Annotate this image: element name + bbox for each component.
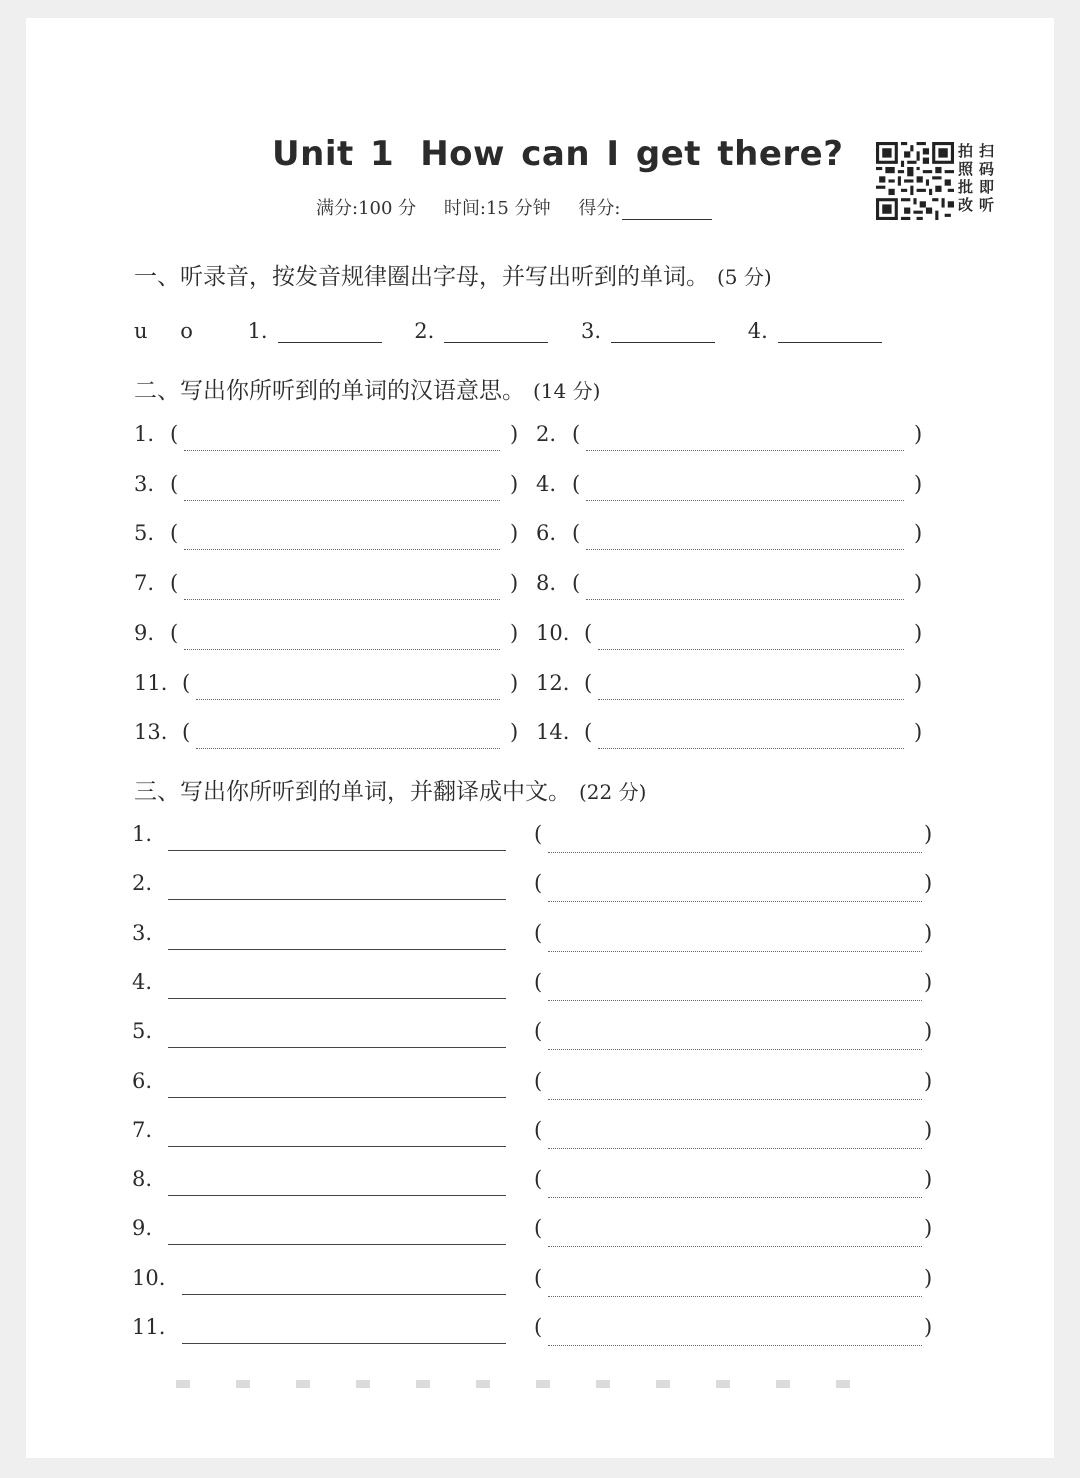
item-number: 11. xyxy=(132,1315,166,1339)
section2-heading-text: 二、写出你所听到的单词的汉语意思。 xyxy=(134,378,525,404)
close-paren: ) xyxy=(924,1265,933,1290)
answer-line[interactable] xyxy=(184,599,500,600)
section3-heading xyxy=(134,773,646,806)
section1-blank xyxy=(248,318,382,343)
word-answer-line[interactable] xyxy=(168,1244,506,1245)
section1-points: (5 分) xyxy=(717,265,772,289)
open-paren: ( xyxy=(572,521,581,546)
translation-answer-line[interactable] xyxy=(548,1246,922,1247)
section1-blank xyxy=(581,318,715,343)
answer-line[interactable] xyxy=(586,549,904,550)
item-number: 1. xyxy=(134,422,155,446)
item-number: 3. xyxy=(134,471,155,496)
translation-answer-line[interactable] xyxy=(548,1345,922,1346)
score-field[interactable] xyxy=(622,203,712,220)
item-number: 3. xyxy=(132,920,153,945)
close-paren: ) xyxy=(510,471,519,496)
close-paren: ) xyxy=(510,620,519,645)
qr-caption-char: 扫 xyxy=(979,142,995,160)
answer-line[interactable] xyxy=(778,318,882,343)
word-answer-line[interactable] xyxy=(168,998,506,999)
close-paren: ) xyxy=(924,871,933,896)
translation-answer-line[interactable] xyxy=(548,901,922,902)
section2-points: (14 分) xyxy=(533,379,601,403)
item-number: 4. xyxy=(132,969,153,994)
open-paren: ( xyxy=(170,521,179,546)
open-paren: ( xyxy=(584,720,593,745)
qr-caption-char: 听 xyxy=(979,196,995,214)
answer-line[interactable] xyxy=(598,699,904,700)
open-paren: ( xyxy=(572,571,581,596)
word-answer-line[interactable] xyxy=(182,1294,506,1295)
close-paren: ) xyxy=(914,571,923,596)
open-paren: ( xyxy=(534,1315,543,1339)
open-paren: ( xyxy=(534,1068,543,1093)
item-number: 5. xyxy=(132,1019,153,1044)
item-number: 3. xyxy=(581,319,602,343)
open-paren: ( xyxy=(584,620,593,645)
item-number: 6. xyxy=(132,1068,153,1093)
answer-line[interactable] xyxy=(184,549,500,550)
open-paren: ( xyxy=(534,1019,543,1044)
qr-caption-char: 拍 xyxy=(958,142,974,160)
answer-line[interactable] xyxy=(611,318,715,343)
close-paren: ) xyxy=(510,571,519,596)
close-paren: ) xyxy=(924,1019,933,1044)
close-paren: ) xyxy=(510,720,519,745)
full-marks: 满分:100 分 xyxy=(316,198,417,219)
open-paren: ( xyxy=(170,571,179,596)
open-paren: ( xyxy=(534,1265,543,1290)
item-number: 13. xyxy=(134,720,168,745)
close-paren: ) xyxy=(924,1216,933,1241)
section3-heading-text: 三、写出你所听到的单词，并翻译成中文。 xyxy=(134,779,571,805)
item-number: 12. xyxy=(536,670,570,695)
open-paren: ( xyxy=(534,871,543,896)
open-paren: ( xyxy=(170,471,179,496)
item-number: 1. xyxy=(247,319,268,343)
item-number: 9. xyxy=(134,620,155,645)
close-paren: ) xyxy=(914,620,923,645)
answer-line[interactable] xyxy=(196,748,500,749)
open-paren: ( xyxy=(584,670,593,695)
qr-code-icon[interactable] xyxy=(876,142,954,220)
translation-answer-line[interactable] xyxy=(548,1296,922,1297)
item-number: 10. xyxy=(536,620,570,645)
title-unit: Unit 1 xyxy=(272,134,395,174)
answer-line[interactable] xyxy=(598,748,904,749)
item-number: 7. xyxy=(134,571,155,596)
section1-blank xyxy=(414,318,548,343)
answer-line[interactable] xyxy=(586,450,904,451)
translation-answer-line[interactable] xyxy=(548,1049,922,1050)
answer-line[interactable] xyxy=(586,599,904,600)
item-number: 6. xyxy=(536,521,557,546)
word-answer-line[interactable] xyxy=(168,850,506,851)
time-limit: 时间:15 分钟 xyxy=(443,198,551,219)
word-answer-line[interactable] xyxy=(168,1146,506,1147)
word-answer-line[interactable] xyxy=(182,1343,506,1344)
answer-line[interactable] xyxy=(278,318,382,343)
close-paren: ) xyxy=(914,521,923,546)
close-paren: ) xyxy=(924,1068,933,1093)
letter-option-u[interactable]: u xyxy=(134,319,148,343)
qr-caption-char: 批 xyxy=(958,178,974,196)
item-number: 4. xyxy=(747,319,768,343)
answer-line[interactable] xyxy=(598,649,904,650)
item-number: 11. xyxy=(134,670,168,695)
qr-caption-char: 码 xyxy=(979,160,995,178)
item-number: 1. xyxy=(132,822,153,846)
item-number: 2. xyxy=(132,871,153,896)
item-number: 8. xyxy=(536,571,557,596)
qr-caption-char: 照 xyxy=(958,160,974,178)
open-paren: ( xyxy=(534,1216,543,1241)
close-paren: ) xyxy=(510,521,519,546)
title-text: How can I get there? xyxy=(420,134,844,174)
word-answer-line[interactable] xyxy=(168,949,506,950)
page-bottom-fade xyxy=(176,1380,896,1388)
answer-line[interactable] xyxy=(184,649,500,650)
answer-line[interactable] xyxy=(196,699,500,700)
item-number: 4. xyxy=(536,471,557,496)
answer-line[interactable] xyxy=(586,500,904,501)
close-paren: ) xyxy=(924,1167,933,1192)
qr-caption-char: 即 xyxy=(979,178,995,196)
open-paren: ( xyxy=(534,822,543,846)
answer-line[interactable] xyxy=(184,500,500,501)
open-paren: ( xyxy=(534,1117,543,1142)
answer-line[interactable] xyxy=(444,318,548,343)
section1-blank xyxy=(748,318,882,343)
translation-answer-line[interactable] xyxy=(548,1148,922,1149)
close-paren: ) xyxy=(510,422,519,446)
open-paren: ( xyxy=(182,670,191,695)
item-number: 8. xyxy=(132,1167,153,1192)
worksheet-page xyxy=(26,18,1054,1458)
section2-heading xyxy=(134,372,600,405)
translation-answer-line[interactable] xyxy=(548,1000,922,1001)
word-answer-line[interactable] xyxy=(168,1195,506,1196)
section3-points: (22 分) xyxy=(579,780,647,804)
open-paren: ( xyxy=(182,720,191,745)
open-paren: ( xyxy=(534,969,543,994)
section1-row xyxy=(134,318,908,343)
close-paren: ) xyxy=(914,422,923,446)
close-paren: ) xyxy=(914,471,923,496)
close-paren: ) xyxy=(914,670,923,695)
score-label: 得分: xyxy=(578,198,621,219)
word-answer-line[interactable] xyxy=(168,899,506,900)
translation-answer-line[interactable] xyxy=(548,1197,922,1198)
qr-caption xyxy=(958,142,1002,214)
open-paren: ( xyxy=(534,1167,543,1192)
word-answer-line[interactable] xyxy=(168,1097,506,1098)
item-number: 14. xyxy=(536,720,570,745)
close-paren: ) xyxy=(924,920,933,945)
answer-line[interactable] xyxy=(184,450,500,451)
translation-answer-line[interactable] xyxy=(548,951,922,952)
page-title xyxy=(272,134,844,174)
close-paren: ) xyxy=(924,1117,933,1142)
item-number: 7. xyxy=(132,1117,153,1142)
letter-option-o[interactable]: o xyxy=(180,319,193,343)
item-number: 9. xyxy=(132,1216,153,1241)
meta-line xyxy=(316,194,734,220)
close-paren: ) xyxy=(924,969,933,994)
section1-heading xyxy=(134,258,772,291)
qr-caption-char: 改 xyxy=(958,196,974,214)
close-paren: ) xyxy=(924,822,933,846)
translation-answer-line[interactable] xyxy=(548,1099,922,1100)
open-paren: ( xyxy=(572,471,581,496)
open-paren: ( xyxy=(170,620,179,645)
item-number: 2. xyxy=(536,422,557,446)
word-answer-line[interactable] xyxy=(168,1047,506,1048)
open-paren: ( xyxy=(170,422,179,446)
close-paren: ) xyxy=(924,1315,933,1339)
item-number: 10. xyxy=(132,1265,166,1290)
open-paren: ( xyxy=(572,422,581,446)
item-number: 2. xyxy=(414,319,435,343)
section1-heading-text: 一、听录音，按发音规律圈出字母，并写出听到的单词。 xyxy=(134,264,709,290)
close-paren: ) xyxy=(510,670,519,695)
open-paren: ( xyxy=(534,920,543,945)
translation-answer-line[interactable] xyxy=(548,852,922,853)
close-paren: ) xyxy=(914,720,923,745)
item-number: 5. xyxy=(134,521,155,546)
